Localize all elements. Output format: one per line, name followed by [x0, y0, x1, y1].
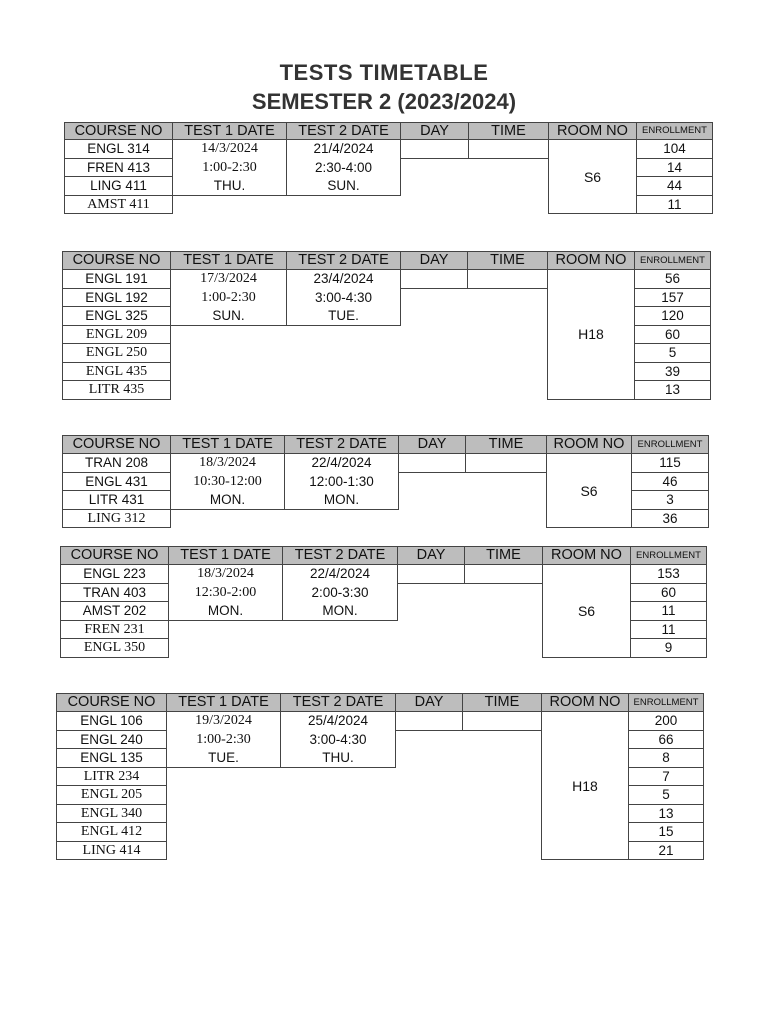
- test2-box: [284, 453, 399, 510]
- enrollment-value: 200: [654, 713, 678, 728]
- header-enrollment: ENROLLMENT: [634, 251, 711, 270]
- page-title: TESTS TIMETABLE: [279, 60, 489, 85]
- enrollment-cell: [630, 638, 707, 658]
- enrollment-value: 11: [661, 621, 676, 637]
- course-cell: [56, 748, 167, 768]
- course-cell: [62, 325, 171, 345]
- test1-day: MON.: [209, 492, 246, 507]
- header-room: ROOM NO: [548, 122, 637, 140]
- test1-date: 19/3/2024: [195, 713, 252, 728]
- enrollment-cell: [636, 195, 713, 215]
- test1-time: 10:30-12:00: [193, 473, 262, 489]
- room-box: [541, 711, 629, 860]
- test2-date: 22/4/2024: [311, 455, 372, 470]
- enrollment-value: 7: [662, 768, 670, 784]
- enrollment-value: 5: [662, 787, 670, 802]
- header-day: DAY: [400, 122, 469, 140]
- course-code: ENGL 135: [80, 750, 143, 765]
- test2-time: 2:00-3:30: [311, 584, 369, 600]
- time-box: [462, 711, 542, 731]
- course-cell: [56, 711, 167, 731]
- course-code: ENGL 250: [85, 345, 148, 360]
- header-room: ROOM NO: [546, 435, 632, 454]
- enrollment-cell: [631, 453, 709, 473]
- enrollment-cell: [630, 620, 707, 640]
- enrollment-cell: [634, 269, 711, 289]
- course-code: TRAN 208: [84, 455, 149, 470]
- enrollment-value: 21: [658, 842, 674, 858]
- enrollment-cell: [631, 490, 709, 510]
- enrollment-cell: [634, 288, 711, 308]
- enrollment-value: 11: [667, 196, 682, 212]
- course-cell: [62, 490, 171, 510]
- room-number: H18: [572, 777, 598, 794]
- enrollment-cell: [634, 343, 711, 363]
- test1-day: THU.: [213, 178, 246, 193]
- test2-day: MON.: [323, 492, 360, 507]
- enrollment-cell: [636, 139, 713, 159]
- header-enrollment: ENROLLMENT: [628, 693, 704, 712]
- course-cell: [60, 601, 169, 621]
- course-code: ENGL 191: [85, 271, 148, 286]
- test2-box: [286, 269, 401, 326]
- time-box: [468, 139, 549, 159]
- enrollment-value: 3: [666, 492, 674, 507]
- time-box: [465, 453, 547, 473]
- header-time: TIME: [468, 122, 549, 140]
- enrollment-value: 60: [660, 584, 677, 600]
- course-cell: [56, 767, 167, 787]
- course-code: LITR 435: [88, 382, 145, 397]
- enrollment-cell: [631, 509, 709, 529]
- course-code: ENGL 350: [83, 640, 146, 655]
- test2-box: [282, 564, 398, 621]
- time-box: [467, 269, 548, 289]
- test1-time: 12:30-2:00: [194, 584, 257, 600]
- enrollment-value: 15: [658, 824, 674, 839]
- enrollment-cell: [636, 176, 713, 196]
- enrollment-cell: [636, 158, 713, 178]
- room-box: [542, 564, 631, 658]
- test2-day: SUN.: [327, 178, 360, 193]
- day-box: [400, 269, 468, 289]
- course-code: ENGL 435: [85, 363, 148, 379]
- room-number: S6: [580, 482, 598, 499]
- header-test2: TEST 2 DATE: [282, 546, 398, 565]
- enrollment-cell: [628, 767, 704, 787]
- course-cell: [64, 158, 173, 178]
- enrollment-value: 56: [664, 271, 681, 286]
- course-cell: [64, 176, 173, 196]
- enrollment-cell: [634, 325, 711, 345]
- course-cell: [62, 343, 171, 363]
- room-box: [547, 269, 635, 400]
- enrollment-value: 8: [662, 750, 670, 765]
- enrollment-value: 60: [664, 326, 681, 342]
- course-cell: [56, 804, 167, 824]
- test2-time: 3:00-4:30: [309, 731, 367, 747]
- header-course: COURSE NO: [62, 251, 171, 270]
- course-code: LING 312: [87, 510, 146, 526]
- enrollment-cell: [628, 711, 704, 731]
- header-day: DAY: [398, 435, 466, 454]
- enrollment-cell: [628, 730, 704, 750]
- header-test2: TEST 2 DATE: [286, 251, 401, 270]
- enrollment-cell: [628, 804, 704, 824]
- enrollment-value: 39: [664, 363, 681, 379]
- test1-date: 18/3/2024: [199, 455, 256, 470]
- test1-box: [168, 564, 283, 621]
- course-code: ENGL 205: [80, 787, 143, 802]
- header-course: COURSE NO: [62, 435, 171, 454]
- course-cell: [56, 785, 167, 805]
- header-test1: TEST 1 DATE: [172, 122, 287, 140]
- enrollment-cell: [631, 472, 709, 492]
- course-code: ENGL 223: [83, 566, 146, 581]
- header-test2: TEST 2 DATE: [286, 122, 401, 140]
- enrollment-cell: [634, 306, 711, 326]
- header-room: ROOM NO: [541, 693, 629, 712]
- course-cell: [62, 306, 171, 326]
- test1-time: 1:00-2:30: [201, 289, 256, 305]
- enrollment-value: 13: [664, 382, 681, 397]
- test1-time: 1:00-2:30: [202, 159, 257, 175]
- enrollment-cell: [628, 785, 704, 805]
- enrollment-cell: [634, 362, 711, 382]
- course-code: ENGL 340: [80, 805, 143, 821]
- test2-date: 23/4/2024: [313, 271, 374, 286]
- enrollment-cell: [634, 380, 711, 400]
- header-room: ROOM NO: [542, 546, 631, 565]
- enrollment-value: 157: [661, 289, 684, 305]
- course-cell: [62, 288, 171, 308]
- course-cell: [60, 564, 169, 584]
- header-course: COURSE NO: [64, 122, 173, 140]
- course-code: ENGL 106: [80, 713, 143, 728]
- test1-box: [166, 711, 281, 768]
- room-number: S6: [583, 168, 602, 185]
- enrollment-value: 46: [662, 473, 678, 489]
- test2-day: TUE.: [328, 308, 359, 323]
- course-cell: [56, 841, 167, 861]
- header-room: ROOM NO: [547, 251, 635, 270]
- enrollment-value: 13: [658, 805, 674, 821]
- header-time: TIME: [462, 693, 542, 712]
- enrollment-value: 5: [668, 345, 677, 360]
- course-cell: [62, 453, 171, 473]
- header-day: DAY: [395, 693, 463, 712]
- course-cell: [62, 509, 171, 529]
- course-cell: [60, 583, 169, 603]
- test2-box: [280, 711, 396, 768]
- enrollment-value: 9: [664, 640, 673, 655]
- course-code: ENGL 412: [80, 824, 143, 839]
- header-time: TIME: [467, 251, 548, 270]
- course-code: ENGL 325: [85, 308, 148, 323]
- test1-box: [172, 139, 287, 196]
- header-test1: TEST 1 DATE: [168, 546, 283, 565]
- header-test1: TEST 1 DATE: [170, 251, 287, 270]
- course-cell: [56, 730, 167, 750]
- enrollment-cell: [628, 822, 704, 842]
- test2-day: THU.: [322, 750, 354, 765]
- course-code: LITR 431: [88, 492, 145, 507]
- course-cell: [62, 269, 171, 289]
- header-course: COURSE NO: [56, 693, 167, 712]
- header-day: DAY: [397, 546, 465, 565]
- test1-day: SUN.: [212, 308, 245, 323]
- room-box: [548, 139, 637, 214]
- course-code: ENGL 209: [85, 326, 148, 342]
- day-box: [400, 139, 469, 159]
- test1-day: TUE.: [208, 750, 239, 765]
- day-box: [397, 564, 465, 584]
- day-box: [395, 711, 463, 731]
- course-code: FREN 231: [84, 621, 145, 637]
- header-test1: TEST 1 DATE: [166, 693, 281, 712]
- time-box: [464, 564, 543, 584]
- room-number: H18: [578, 326, 604, 343]
- room-box: [546, 453, 632, 528]
- enrollment-value: 14: [666, 159, 683, 175]
- page-subtitle: SEMESTER 2 (2023/2024): [251, 89, 517, 114]
- test2-time: 3:00-4:30: [314, 289, 373, 305]
- test2-date: 21/4/2024: [313, 141, 374, 156]
- test2-time: 12:00-1:30: [309, 473, 374, 489]
- test1-day: MON.: [207, 603, 244, 618]
- course-cell: [62, 472, 171, 492]
- enrollment-value: 115: [659, 455, 681, 470]
- enrollment-cell: [628, 748, 704, 768]
- enrollment-value: 120: [661, 308, 684, 323]
- enrollment-cell: [630, 564, 707, 584]
- course-code: ENGL 240: [80, 731, 143, 747]
- room-number: S6: [577, 602, 596, 619]
- enrollment-cell: [630, 601, 707, 621]
- enrollment-value: 44: [666, 178, 683, 193]
- enrollment-cell: [630, 583, 707, 603]
- course-code: LING 411: [90, 178, 147, 193]
- test1-box: [170, 269, 287, 326]
- course-cell: [60, 638, 169, 658]
- test2-box: [286, 139, 401, 196]
- header-course: COURSE NO: [60, 546, 169, 565]
- enrollment-value: 153: [657, 566, 680, 581]
- course-code: LING 414: [82, 842, 141, 858]
- header-day: DAY: [400, 251, 468, 270]
- test2-day: MON.: [322, 603, 358, 618]
- course-cell: [64, 195, 173, 215]
- course-code: ENGL 431: [85, 473, 148, 489]
- enrollment-value: 36: [662, 510, 678, 526]
- header-test2: TEST 2 DATE: [280, 693, 396, 712]
- test1-date: 17/3/2024: [200, 271, 257, 286]
- header-time: TIME: [464, 546, 543, 565]
- course-cell: [56, 822, 167, 842]
- course-cell: [60, 620, 169, 640]
- header-enrollment: ENROLLMENT: [630, 546, 707, 565]
- course-code: AMST 411: [87, 196, 150, 212]
- course-code: LITR 234: [83, 768, 140, 784]
- test1-box: [170, 453, 285, 510]
- enrollment-value: 66: [658, 731, 674, 747]
- test1-time: 1:00-2:30: [196, 731, 251, 747]
- day-box: [398, 453, 466, 473]
- header-enrollment: ENROLLMENT: [636, 122, 713, 140]
- course-code: FREN 413: [86, 159, 151, 175]
- course-code: AMST 202: [82, 603, 147, 618]
- header-enrollment: ENROLLMENT: [631, 435, 709, 454]
- course-code: ENGL 314: [87, 141, 150, 156]
- course-cell: [64, 139, 173, 159]
- test2-date: 22/4/2024: [309, 566, 371, 581]
- course-code: ENGL 192: [85, 289, 148, 305]
- test2-time: 2:30-4:00: [314, 159, 373, 175]
- enrollment-cell: [628, 841, 704, 861]
- enrollment-value: 104: [663, 141, 686, 156]
- course-cell: [62, 380, 171, 400]
- header-test2: TEST 2 DATE: [284, 435, 399, 454]
- enrollment-value: 11: [661, 603, 676, 618]
- course-cell: [62, 362, 171, 382]
- course-code: TRAN 403: [82, 584, 147, 600]
- test2-date: 25/4/2024: [307, 713, 369, 728]
- test1-date: 14/3/2024: [201, 141, 258, 156]
- header-test1: TEST 1 DATE: [170, 435, 285, 454]
- test1-date: 18/3/2024: [197, 566, 254, 581]
- header-time: TIME: [465, 435, 547, 454]
